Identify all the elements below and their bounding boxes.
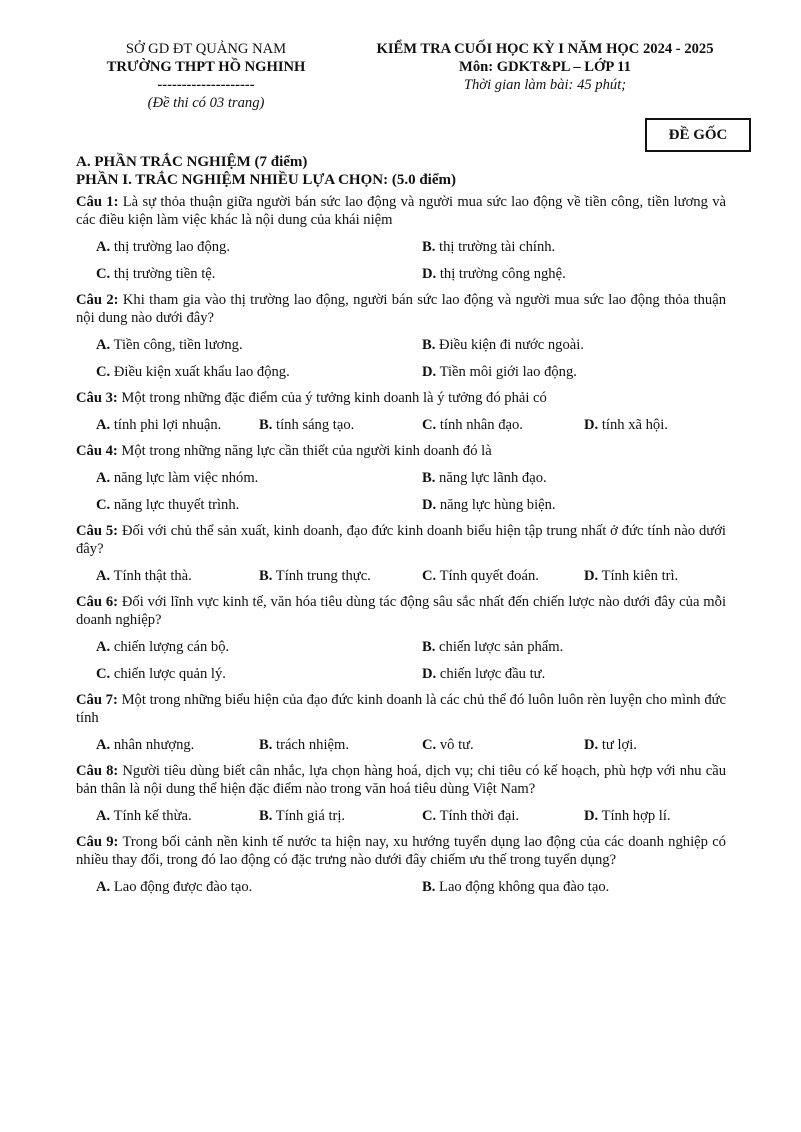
exam-content <box>76 153 726 904</box>
answer-option <box>422 469 547 487</box>
answer-option <box>422 878 609 896</box>
answer-option <box>96 567 192 585</box>
option-letter: B. <box>422 639 436 655</box>
options-row <box>76 567 726 585</box>
option-letter: B. <box>259 417 273 433</box>
question-text: Một trong những biểu hiện của đạo đức kinh doanh là các chủ thể đó luôn luôn rèn luyện cho mình đức tính <box>76 692 726 726</box>
option-text: tính nhân đạo. <box>436 417 523 433</box>
answer-option <box>96 807 192 825</box>
option-letter: B. <box>259 808 273 824</box>
option-letter: A. <box>96 737 111 753</box>
option-letter: B. <box>422 337 436 353</box>
option-letter: C. <box>96 497 111 513</box>
option-text: trách nhiệm. <box>272 737 349 753</box>
question-text: Người tiêu dùng biết cân nhắc, lựa chọn hàng hoá, dịch vụ; chi tiêu có kế hoạch, phù hợp với nhu cầu bản thân là nội dung thể hiện đặc điểm nào trong văn hoá tiêu dùng Việt Nam? <box>76 763 726 797</box>
answer-option <box>96 736 194 754</box>
option-letter: D. <box>422 364 437 380</box>
answer-option <box>422 336 584 354</box>
answer-option <box>96 336 243 354</box>
options-row <box>76 238 726 256</box>
answer-option <box>96 638 229 656</box>
department-name: SỞ GD ĐT QUẢNG NAM <box>125 41 287 57</box>
answer-option <box>259 807 345 825</box>
option-letter: C. <box>422 568 437 584</box>
question <box>76 193 726 229</box>
options-row <box>76 363 726 381</box>
option-letter: C. <box>422 417 437 433</box>
option-text: thị trường tài chính. <box>435 239 556 255</box>
option-text: tính xã hội. <box>598 417 668 433</box>
option-text: Tính kế thừa. <box>110 808 192 824</box>
option-letter: A. <box>96 808 111 824</box>
answer-option <box>96 469 258 487</box>
option-letter: A. <box>96 417 111 433</box>
answer-option <box>96 496 239 514</box>
option-text: nhân nhượng. <box>110 737 195 753</box>
option-letter: D. <box>422 266 437 282</box>
option-letter: B. <box>422 879 436 895</box>
options-row <box>76 265 726 283</box>
option-text: Lao động không qua đào tạo. <box>435 879 610 895</box>
answer-option <box>96 665 226 683</box>
answer-option <box>422 496 556 514</box>
option-letter: D. <box>422 497 437 513</box>
question <box>76 833 726 869</box>
option-text: Điều kiện xuất khẩu lao động. <box>110 364 290 380</box>
exam-title: KIỂM TRA CUỐI HỌC KỲ I NĂM HỌC 2024 - 2025 <box>376 41 714 57</box>
option-letter: A. <box>96 639 111 655</box>
option-letter: B. <box>259 568 273 584</box>
option-letter: A. <box>96 337 111 353</box>
option-letter: B. <box>259 737 273 753</box>
answer-option <box>422 736 474 754</box>
answer-option <box>584 567 678 585</box>
option-text: tính phi lợi nhuận. <box>110 417 222 433</box>
option-text: tư lợi. <box>598 737 637 753</box>
exam-subject: Môn: GDKT&PL – LỚP 11 <box>459 59 631 75</box>
option-text: chiến lược đầu tư. <box>436 666 546 682</box>
answer-option <box>259 416 354 434</box>
answer-option <box>96 363 290 381</box>
option-text: tính sáng tạo. <box>272 417 355 433</box>
options-row <box>76 469 726 487</box>
options-row <box>76 736 726 754</box>
option-text: Tiền môi giới lao động. <box>436 364 577 380</box>
option-text: vô tư. <box>436 737 474 753</box>
option-letter: B. <box>422 239 436 255</box>
option-text: Tính kiên trì. <box>598 568 679 584</box>
question-text: Là sự thỏa thuận giữa người bán sức lao động và người mua sức lao động về tiền công, tiền lương và các điều kiện làm việc khác là nội dung của khái niệm <box>76 194 726 228</box>
answer-option <box>422 807 519 825</box>
question-number: Câu 7: <box>76 692 118 708</box>
options-row <box>76 416 726 434</box>
answer-option <box>422 363 577 381</box>
question <box>76 442 726 460</box>
question-text: Đối với lĩnh vực kinh tế, văn hóa tiêu dùng tác động sâu sắc nhất đến chiến lược nào dưới đây của mỗi doanh nghiệp? <box>76 594 726 628</box>
answer-option <box>584 807 671 825</box>
answer-option <box>422 665 545 683</box>
answer-option <box>422 238 555 256</box>
question-number: Câu 8: <box>76 763 119 779</box>
option-text: chiến lượng cán bộ. <box>110 639 230 655</box>
question-text: Một trong những đặc điểm của ý tưởng kinh doanh là ý tưởng đó phải có <box>117 390 547 406</box>
header-divider: -------------------- <box>157 77 255 93</box>
section-1-title: PHẦN I. TRẮC NGHIỆM NHIỀU LỰA CHỌN: (5.0 điểm) <box>76 172 457 188</box>
exam-header <box>340 40 750 94</box>
answer-option <box>96 878 252 896</box>
option-text: Tính hợp lí. <box>598 808 671 824</box>
question <box>76 389 726 407</box>
option-letter: C. <box>96 666 111 682</box>
answer-option <box>96 416 221 434</box>
option-letter: A. <box>96 470 111 486</box>
question-text: Khi tham gia vào thị trường lao động, người bán sức lao động và người mua sức lao động thỏa thuận nội dung nào dưới đây? <box>76 292 726 326</box>
school-header <box>76 40 336 112</box>
answer-option <box>422 638 563 656</box>
answer-option <box>422 265 566 283</box>
option-letter: D. <box>584 808 599 824</box>
option-letter: C. <box>96 364 111 380</box>
option-text: năng lực lãnh đạo. <box>435 470 547 486</box>
section-a-title: A. PHẦN TRẮC NGHIỆM (7 điểm) <box>76 154 308 170</box>
question-list <box>76 193 726 896</box>
option-letter: D. <box>584 737 599 753</box>
option-text: Tính thật thà. <box>110 568 192 584</box>
option-letter: A. <box>96 879 111 895</box>
question <box>76 522 726 558</box>
question <box>76 593 726 629</box>
original-exam-stamp: ĐỀ GỐC <box>645 118 751 152</box>
option-text: năng lực thuyết trình. <box>110 497 240 513</box>
option-text: Lao động được đào tạo. <box>110 879 253 895</box>
option-letter: A. <box>96 568 111 584</box>
question-text: Một trong những năng lực cần thiết của người kinh doanh đó là <box>117 443 492 459</box>
option-text: Tính quyết đoán. <box>436 568 539 584</box>
options-row <box>76 336 726 354</box>
question-number: Câu 2: <box>76 292 119 308</box>
option-letter: D. <box>422 666 437 682</box>
option-letter: D. <box>584 417 599 433</box>
question-text: Trong bối cảnh nền kinh tế nước ta hiện nay, xu hướng tuyển dụng lao động của các doanh nghiệp có nhiều thay đổi, trong đó lao động có đặc trưng nào dưới đây chiếm ưu thế trong tuyển dụng? <box>76 834 726 868</box>
answer-option <box>259 736 349 754</box>
options-row <box>76 638 726 656</box>
options-row <box>76 496 726 514</box>
question <box>76 291 726 327</box>
option-text: Tiền công, tiền lương. <box>110 337 243 353</box>
exam-time: Thời gian làm bài: 45 phút; <box>463 77 627 93</box>
option-letter: C. <box>422 737 437 753</box>
option-text: Tính giá trị. <box>272 808 346 824</box>
option-text: thị trường công nghệ. <box>436 266 566 282</box>
answer-option <box>422 416 523 434</box>
options-row <box>76 665 726 683</box>
question-number: Câu 4: <box>76 443 118 459</box>
option-letter: B. <box>422 470 436 486</box>
question-number: Câu 1: <box>76 194 119 210</box>
option-text: năng lực hùng biện. <box>436 497 556 513</box>
options-row <box>76 807 726 825</box>
question-number: Câu 5: <box>76 523 119 539</box>
answer-option <box>584 736 637 754</box>
option-text: thị trường lao động. <box>110 239 231 255</box>
question-text: Đối với chủ thể sản xuất, kinh doanh, đạo đức kinh doanh biểu hiện tập trung nhất ở đức tính nào dưới đây? <box>76 523 726 557</box>
school-name: TRƯỜNG THPT HỒ NGHINH <box>106 59 306 75</box>
answer-option <box>259 567 371 585</box>
option-text: thị trường tiền tệ. <box>110 266 216 282</box>
option-letter: C. <box>96 266 111 282</box>
option-text: Điều kiện đi nước ngoài. <box>435 337 584 353</box>
pages-note: (Đề thi có 03 trang) <box>147 95 265 111</box>
answer-option <box>96 265 215 283</box>
question <box>76 691 726 727</box>
option-letter: A. <box>96 239 111 255</box>
option-text: năng lực làm việc nhóm. <box>110 470 259 486</box>
option-text: Tính thời đại. <box>436 808 520 824</box>
option-text: chiến lược sản phẩm. <box>435 639 564 655</box>
option-letter: C. <box>422 808 437 824</box>
answer-option <box>584 416 668 434</box>
question <box>76 762 726 798</box>
answer-option <box>96 238 230 256</box>
option-text: Tính trung thực. <box>272 568 371 584</box>
question-number: Câu 3: <box>76 390 118 406</box>
options-row <box>76 878 726 896</box>
question-number: Câu 6: <box>76 594 118 610</box>
question-number: Câu 9: <box>76 834 119 850</box>
option-text: chiến lược quản lý. <box>110 666 226 682</box>
option-letter: D. <box>584 568 599 584</box>
answer-option <box>422 567 539 585</box>
